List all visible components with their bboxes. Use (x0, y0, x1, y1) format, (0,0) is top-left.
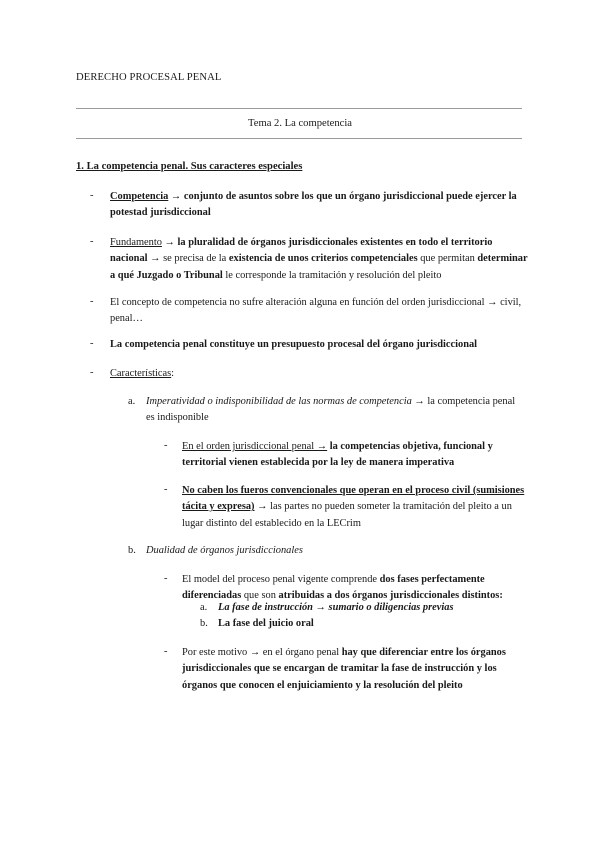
phase-juicio-oral: La fase del juicio oral (218, 618, 314, 629)
list-item-fundamento: Fundamento → la pluralidad de órganos jurisdiccionales existentes en todo el territorio nacional → se precisa de la existencia de unos criterios competenciales que permitan determinar a qué Juzgado o Tribunal le corresponde la tramitación y resolución del pleito (110, 237, 528, 281)
caracteristica-dualidad: Dualidad de órganos jurisdiccionales (146, 545, 303, 556)
phase-marker-b: b. (200, 618, 208, 629)
bullet-dash: - (90, 338, 94, 349)
top-divider (76, 108, 522, 109)
bottom-divider (76, 138, 522, 139)
list-item-concepto: El concepto de competencia no sufre alteración alguna en función del orden jurisdiccional → civil, penal… (110, 297, 522, 325)
topic-title: Tema 2. La competencia (248, 118, 352, 129)
bullet-dash: - (164, 573, 168, 584)
list-item-caracteristicas: Características: (110, 368, 175, 379)
sub-item-fueros: No caben los fueros convencionales que operan en el proceso civil (sumisiones tácita y expresa) → las partes no pueden someter la tramitación del pleito a un lugar distinto del establecido en la LECrim (182, 485, 525, 529)
competencia-definition: conjunto de asuntos sobre los que un órgano jurisdiccional puede ejercer la potestad jurisdiccional (110, 191, 517, 219)
section-heading: 1. La competencia penal. Sus caracteres especiales (76, 161, 303, 172)
list-item-presupuesto: La competencia penal constituye un presupuesto procesal del órgano jurisdiccional (110, 339, 478, 350)
term-fundamento: Fundamento (110, 237, 162, 248)
subject-title: DERECHO PROCESAL PENAL (76, 72, 222, 83)
list-item-competencia: Competencia → conjunto de asuntos sobre los que un órgano jurisdiccional puede ejercer la potestad jurisdiccional (110, 191, 517, 219)
sub-item-orden-penal: En el orden jurisdiccional penal → la competencias objetiva, funcional y territorial vienen establecida por la ley de manera imperativa (182, 441, 493, 469)
bullet-dash: - (164, 484, 168, 495)
bullet-dash: - (90, 296, 94, 307)
bullet-dash: - (90, 236, 94, 247)
bullet-dash: - (90, 367, 94, 378)
bullet-dash: - (164, 440, 168, 451)
phase-marker-a: a. (200, 602, 208, 613)
bullet-dash: - (90, 190, 94, 201)
term-competencia: Competencia (110, 191, 169, 202)
phase-instruccion: La fase de instrucción → sumario o diligencias previas (218, 602, 454, 613)
sub-item-diferenciar-organos: Por este motivo → en el órgano penal hay que diferenciar entre los órganos jurisdiccionales que se encargan de tramitar la fase de instrucción y los órganos que conocen el enjuiciamiento y la resolución del pleito (182, 647, 506, 691)
caracteristica-imperatividad: Imperatividad o indisponibilidad de las normas de competencia → la competencia penal es indisponible (146, 396, 516, 424)
marker-b: b. (128, 545, 136, 556)
sub-item-modelo-proceso: El model del proceso penal vigente comprende dos fases perfectamente diferenciadas que son atribuidas a dos órganos jurisdiccionales distintos: (182, 574, 503, 602)
bullet-dash: - (164, 646, 168, 657)
marker-a: a. (128, 396, 136, 407)
